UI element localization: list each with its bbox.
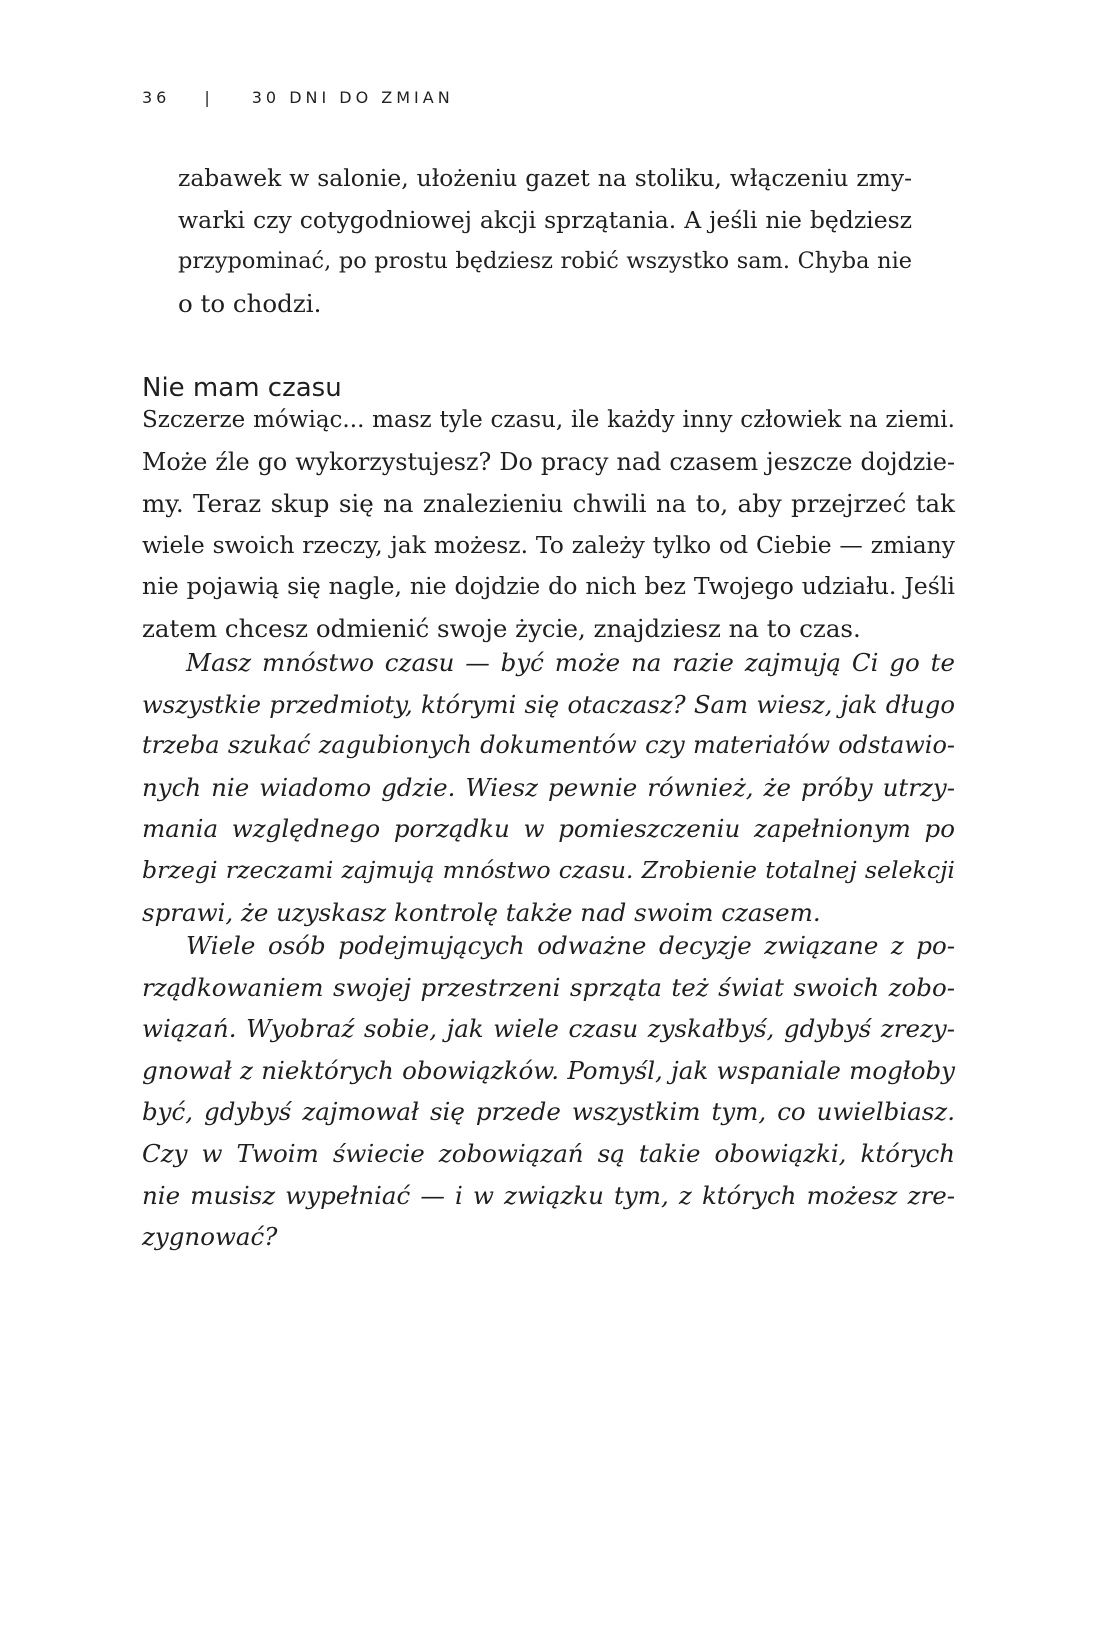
text-line: nie pojawią się nagle, nie dojdzie do nich bez Twojego udziału. Jeśli <box>142 572 955 601</box>
text-line: trzeba szukać zagubionych dokumentów czy materiałów odstawio- <box>142 731 955 760</box>
text-line: nych nie wiadomo gdzie. Wiesz pewnie również, że próby utrzy- <box>142 772 955 802</box>
text-line: zatem chcesz odmienić swoje życie, znajdziesz na to czas. <box>142 613 861 643</box>
book-title: 30 DNI DO ZMIAN <box>251 88 454 107</box>
text-line: gnował z niektórych obowiązków. Pomyśl, jak wspaniale mogłoby <box>142 1055 955 1085</box>
text-line: mania względnego porządku w pomieszczeniu zapełnionym po <box>142 814 955 844</box>
section-heading: Nie mam czasu <box>142 373 342 403</box>
text-line: wiele swoich rzeczy, jak możesz. To zależy tylko od Ciebie — zmiany <box>142 530 955 559</box>
header-separator: | <box>204 88 214 107</box>
text-line: Masz mnóstwo czasu — być może na razie zajmują Ci go te <box>186 648 955 677</box>
text-line: Może źle go wykorzystujesz? Do pracy nad czasem jeszcze dojdzie- <box>142 447 955 476</box>
paragraph-2 <box>142 642 955 933</box>
text-line: my. Teraz skup się na znalezieniu chwili na to, aby przejrzeć tak <box>142 489 955 519</box>
paragraph-3 <box>142 925 955 1258</box>
text-line: brzegi rzeczami zajmują mnóstwo czasu. Zrobienie totalnej selekcji <box>142 855 955 884</box>
text-line: wiązań. Wyobraź sobie, jak wiele czasu zyskałbyś, gdybyś zrezy- <box>142 1014 955 1044</box>
page-number: 36 <box>142 88 171 107</box>
text-line: Szczerze mówiąc... masz tyle czasu, ile każdy inny człowiek na ziemi. <box>142 407 955 433</box>
text-line: warki czy cotygodniowej akcji sprzątania. A jeśli nie będziesz <box>178 205 912 234</box>
paragraph-1 <box>142 400 955 650</box>
text-line: wszystkie przedmioty, którymi się otaczasz? Sam wiesz, jak długo <box>142 689 955 719</box>
text-line: być, gdybyś zajmował się przede wszystkim tym, co uwielbiasz. <box>142 1097 955 1127</box>
text-line: nie musisz wypełniać — i w związku tym, z których możesz zre- <box>142 1180 955 1210</box>
text-line: rządkowaniem swojej przestrzeni sprząta też świat swoich zobo- <box>142 972 955 1002</box>
text-line: przypominać, po prostu będziesz robić wszystko sam. Chyba nie <box>178 248 912 275</box>
text-line: sprawi, że uzyskasz kontrolę także nad swoim czasem. <box>142 897 821 927</box>
text-line: Wiele osób podejmujących odważne decyzje związane z po- <box>186 931 955 960</box>
continued-paragraph <box>178 158 912 324</box>
running-header <box>142 88 454 107</box>
text-line: zabawek w salonie, ułożeniu gazet na stoliku, włączeniu zmy- <box>178 164 912 192</box>
text-line: o to chodzi. <box>178 288 322 318</box>
text-line: zygnować? <box>142 1222 278 1252</box>
text-line: Czy w Twoim świecie zobowiązań są takie obowiązki, których <box>142 1138 955 1168</box>
